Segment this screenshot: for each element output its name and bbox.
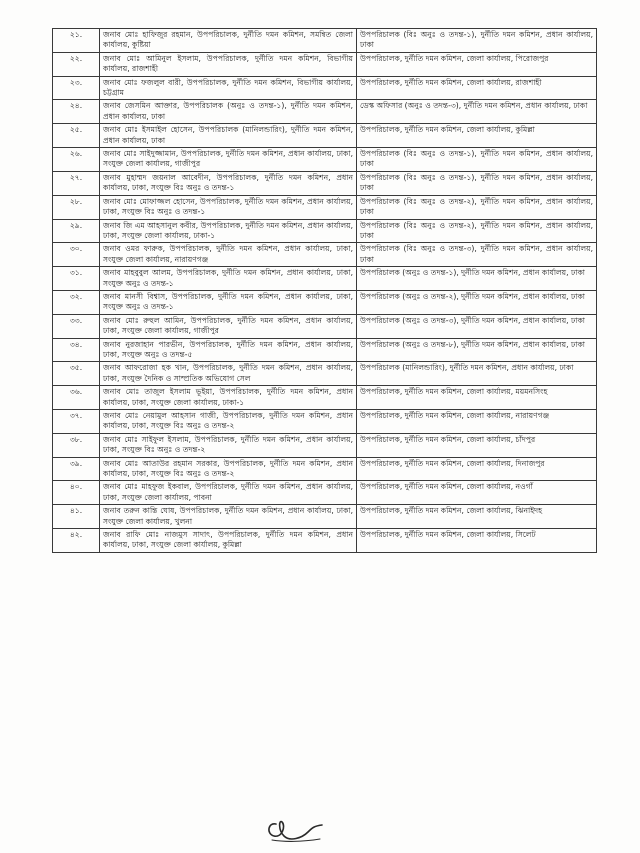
new-posting-cell: উপপরিচালক, দুর্নীতি দমন কমিশন, জেলা কার্যালয়, রাজশাহী	[357, 76, 597, 100]
serial-cell: ৩৬.	[53, 386, 100, 410]
serial-cell: ২২.	[53, 52, 100, 76]
current-posting-cell: জনাব মোঃ মোফাজ্জল হোসেন, উপপরিচালক, দুর্নীতি দমন কমিশন, প্রধান কার্যালয়, ঢাকা, সংযুক্ত বিঃ অনুঃ ও তদন্ত-১	[100, 195, 357, 219]
new-posting-cell: উপপরিচালক, দুর্নীতি দমন কমিশন, জেলা কার্যালয়, ময়মনসিংহ	[357, 386, 597, 410]
current-posting-cell: জনাব মোঃ নেয়ামুল আহসান গাজী, উপপরিচালক, দুর্নীতি দমন কমিশন, প্রধান কার্যালয়, ঢাকা, সংযুক্ত বিঃ অনুঃ ও তদন্ত-২	[100, 410, 357, 434]
table-row	[53, 29, 597, 53]
serial-cell: ২৮.	[53, 195, 100, 219]
table-row	[53, 171, 597, 195]
current-posting-cell: জনাব মুহাম্মদ জয়নাল আবেদীন, উপপরিচালক, দুর্নীতি দমন কমিশন, প্রধান কার্যালয়, ঢাকা, সংযুক্ত বিঃ অনুঃ ও তদন্ত-১	[100, 171, 357, 195]
table-row	[53, 529, 597, 553]
new-posting-cell: উপপরিচালক (বিঃ অনুঃ ও তদন্ত-১), দুর্নীতি দমন কমিশন, প্রধান কার্যালয়, ঢাকা	[357, 148, 597, 172]
current-posting-cell: জনাব মোঃ আতাউর রহমান সরকার, উপপরিচালক, দুর্নীতি দমন কমিশন, প্রধান কার্যালয়, ঢাকা, সংযুক্ত বিঃ অনুঃ ও তদন্ত-২	[100, 457, 357, 481]
table-row	[53, 52, 597, 76]
current-posting-cell: জনাব মোঃ সাইদুজ্জামান, উপপরিচালক, দুর্নীতি দমন কমিশন, প্রধান কার্যালয়, ঢাকা, সংযুক্ত জেলা কার্যালয়, গাজীপুর	[100, 148, 357, 172]
new-posting-cell: উপপরিচালক (অনুঃ ও তদন্ত-৩), দুর্নীতি দমন কমিশন, প্রধান কার্যালয়, ঢাকা	[357, 314, 597, 338]
current-posting-cell: জনাব জি এম আহসানুল কবীর, উপপরিচালক, দুর্নীতি দমন কমিশন, প্রধান কার্যালয়, ঢাকা, সংযুক্ত জেলা কার্যালয়, ঢাকা-১	[100, 219, 357, 243]
new-posting-cell: উপপরিচালক (অনুঃ ও তদন্ত-২), দুর্নীতি দমন কমিশন, প্রধান কার্যালয়, ঢাকা	[357, 290, 597, 314]
current-posting-cell: জনাব ওমর ফারুক, উপপরিচালক, দুর্নীতি দমন কমিশন, প্রধান কার্যালয়, ঢাকা, সংযুক্ত জেলা কার্যালয়, নারায়ণগঞ্জ	[100, 243, 357, 267]
current-posting-cell: জনাব মোঃ তাজুল ইসলাম ভূইয়া, উপপরিচালক, দুর্নীতি দমন কমিশন, প্রধান কার্যালয়, ঢাকা, সংযুক্ত জেলা কার্যালয়, ঢাকা-১	[100, 386, 357, 410]
new-posting-cell: উপপরিচালক (বিঃ অনুঃ ও তদন্ত-১), দুর্নীতি দমন কমিশন, প্রধান কার্যালয়, ঢাকা	[357, 29, 597, 53]
table-row	[53, 267, 597, 291]
current-posting-cell: জনাব তরুন কান্তি ঘোষ, উপপরিচালক, দুর্নীতি দমন কমিশন, প্রধান কার্যালয়, ঢাকা, সংযুক্ত জেলা কার্যালয়, খুলনা	[100, 505, 357, 529]
table-row	[53, 457, 597, 481]
table-row	[53, 124, 597, 148]
table-row	[53, 481, 597, 505]
serial-cell: ২৭.	[53, 171, 100, 195]
table-row	[53, 386, 597, 410]
table-row	[53, 219, 597, 243]
new-posting-cell: উপপরিচালক (অনুঃ ও তদন্ত-১), দুর্নীতি দমন কমিশন, প্রধান কার্যালয়, ঢাকা	[357, 267, 597, 291]
serial-cell: ২১.	[53, 29, 100, 53]
serial-cell: ২৬.	[53, 148, 100, 172]
current-posting-cell: জনাব মোঃ ইসমাইল হোসেন, উপপরিচালক (মানিলন্ডারিং), দুর্নীতি দমন কমিশন, প্রধান কার্যালয়, ঢাকা	[100, 124, 357, 148]
new-posting-cell: উপপরিচালক, দুর্নীতি দমন কমিশন, জেলা কার্যালয়, চাঁদপুর	[357, 433, 597, 457]
serial-cell: ২৫.	[53, 124, 100, 148]
serial-cell: ৩৩.	[53, 314, 100, 338]
current-posting-cell: জনাব নুরজাহান পারভীন, উপপরিচালক, দুর্নীতি দমন কমিশন, প্রধান কার্যালয়, ঢাকা, সংযুক্ত অনুঃ ও তদন্ত-৫	[100, 338, 357, 362]
table-row	[53, 338, 597, 362]
current-posting-cell: জনাব মানসী বিশ্বাস, উপপরিচালক, দুর্নীতি দমন কমিশন, প্রধান কার্যালয়, ঢাকা, সংযুক্ত অনুঃ ও তদন্ত-১	[100, 290, 357, 314]
serial-cell: ২৩.	[53, 76, 100, 100]
serial-cell: ৩০.	[53, 243, 100, 267]
current-posting-cell: জনাব মোঃ আমিনুল ইসলাম, উপপরিচালক, দুর্নীতি দমন কমিশন, বিভাগীয় কার্যালয়, রাজশাহী	[100, 52, 357, 76]
serial-cell: ৪২.	[53, 529, 100, 553]
new-posting-cell: উপপরিচালক (বিঃ অনুঃ ও তদন্ত-১), দুর্নীতি দমন কমিশন, প্রধান কার্যালয়, ঢাকা	[357, 171, 597, 195]
serial-cell: ২৯.	[53, 219, 100, 243]
table-row	[53, 290, 597, 314]
table-row	[53, 362, 597, 386]
transfer-table	[52, 28, 597, 553]
new-posting-cell: উপপরিচালক (বিঃ অনুঃ ও তদন্ত-২), দুর্নীতি দমন কমিশন, প্রধান কার্যালয়, ঢাকা	[357, 195, 597, 219]
signature-mark	[262, 812, 332, 846]
table-row	[53, 100, 597, 124]
new-posting-cell: উপপরিচালক, দুর্নীতি দমন কমিশন, জেলা কার্যালয়, ঝিনাইদহ	[357, 505, 597, 529]
new-posting-cell: উপপরিচালক, দুর্নীতি দমন কমিশন, জেলা কার্যালয়, পিরোজপুর	[357, 52, 597, 76]
new-posting-cell: উপপরিচালক, দুর্নীতি দমন কমিশন, জেলা কার্যালয়, নারায়ণগঞ্জ	[357, 410, 597, 434]
current-posting-cell: জনাব মোঃ মাহফুজ ইকবাল, উপপরিচালক, দুর্নীতি দমন কমিশন, প্রধান কার্যালয়, ঢাকা, সংযুক্ত জেলা কার্যালয়, পাবনা	[100, 481, 357, 505]
new-posting-cell: উপপরিচালক, দুর্নীতি দমন কমিশন, জেলা কার্যালয়, সিলেট	[357, 529, 597, 553]
new-posting-cell: উপপরিচালক (বিঃ অনুঃ ও তদন্ত-৩), দুর্নীতি দমন কমিশন, প্রধান কার্যালয়, ঢাকা	[357, 243, 597, 267]
new-posting-cell: উপপরিচালক (মানিলন্ডারিং), দুর্নীতি দমন কমিশন, প্রধান কার্যালয়, ঢাকা	[357, 362, 597, 386]
current-posting-cell: জনাব জেসমিন আক্তার, উপপরিচালক (অনুঃ ও তদন্ত-১), দুর্নীতি দমন কমিশন, প্রধান কার্যালয়, ঢাকা	[100, 100, 357, 124]
table-row	[53, 148, 597, 172]
table-row	[53, 243, 597, 267]
table-row	[53, 433, 597, 457]
serial-cell: ৩৫.	[53, 362, 100, 386]
new-posting-cell: উপপরিচালক (বিঃ অনুঃ ও তদন্ত-২), দুর্নীতি দমন কমিশন, প্রধান কার্যালয়, ঢাকা	[357, 219, 597, 243]
serial-cell: ৩৯.	[53, 457, 100, 481]
transfer-table-body	[53, 29, 597, 553]
new-posting-cell: উপপরিচালক, দুর্নীতি দমন কমিশন, জেলা কার্যালয়, কুমিল্লা	[357, 124, 597, 148]
current-posting-cell: জনাব মোঃ ফজলুল বারী, উপপরিচালক, দুর্নীতি দমন কমিশন, বিভাগীয় কার্যালয়, চট্টগ্রাম	[100, 76, 357, 100]
serial-cell: ৩২.	[53, 290, 100, 314]
current-posting-cell: জনাব আফরোজা হক খান, উপপরিচালক, দুর্নীতি দমন কমিশন, প্রধান কার্যালয়, ঢাকা, সংযুক্ত দৈনিক ও সাম্প্রতিক অভিযোগ সেল	[100, 362, 357, 386]
new-posting-cell: উপপরিচালক, দুর্নীতি দমন কমিশন, জেলা কার্যালয়, নওগাঁ	[357, 481, 597, 505]
current-posting-cell: জনাব মোঃ সাইফুল ইসলাম, উপপরিচালক, দুর্নীতি দমন কমিশন, প্রধান কার্যালয়, ঢাকা, সংযুক্ত বিঃ অনুঃ ও তদন্ত-২	[100, 433, 357, 457]
serial-cell: ২৪.	[53, 100, 100, 124]
new-posting-cell: ডেস্ক অফিসার (অনুঃ ও তদন্ত-৩), দুর্নীতি দমন কমিশন, প্রধান কার্যালয়, ঢাকা	[357, 100, 597, 124]
current-posting-cell: জনাব মোঃ রুহুল আমিন, উপপরিচালক, দুর্নীতি দমন কমিশন, প্রধান কার্যালয়, ঢাকা, সংযুক্ত জেলা কার্যালয়, গাজীপুর	[100, 314, 357, 338]
serial-cell: ৩৮.	[53, 433, 100, 457]
serial-cell: ৩৭.	[53, 410, 100, 434]
serial-cell: ৪১.	[53, 505, 100, 529]
new-posting-cell: উপপরিচালক, দুর্নীতি দমন কমিশন, জেলা কার্যালয়, দিনাজপুর	[357, 457, 597, 481]
table-row	[53, 195, 597, 219]
serial-cell: ৩১.	[53, 267, 100, 291]
table-row	[53, 76, 597, 100]
current-posting-cell: জনাব মোঃ হাফিজুর রহমান, উপপরিচালক, দুর্নীতি দমন কমিশন, সমন্বিত জেলা কার্যালয়, কুষ্টিয়া	[100, 29, 357, 53]
serial-cell: ৪০.	[53, 481, 100, 505]
current-posting-cell: জনাব মাহবুবুল আলম, উপপরিচালক, দুর্নীতি দমন কমিশন, প্রধান কার্যালয়, ঢাকা, সংযুক্ত অনুঃ ও তদন্ত-১	[100, 267, 357, 291]
new-posting-cell: উপপরিচালক (অনুঃ ও তদন্ত-৮), দুর্নীতি দমন কমিশন, প্রধান কার্যালয়, ঢাকা	[357, 338, 597, 362]
table-row	[53, 314, 597, 338]
current-posting-cell: জনাব রাফি মোঃ নাজমুস সাদাৎ, উপপরিচালক, দুর্নীতি দমন কমিশন, প্রধান কার্যালয়, ঢাকা, সংযুক্ত জেলা কার্যালয়, কুমিল্লা	[100, 529, 357, 553]
table-row	[53, 410, 597, 434]
table-row	[53, 505, 597, 529]
serial-cell: ৩৪.	[53, 338, 100, 362]
